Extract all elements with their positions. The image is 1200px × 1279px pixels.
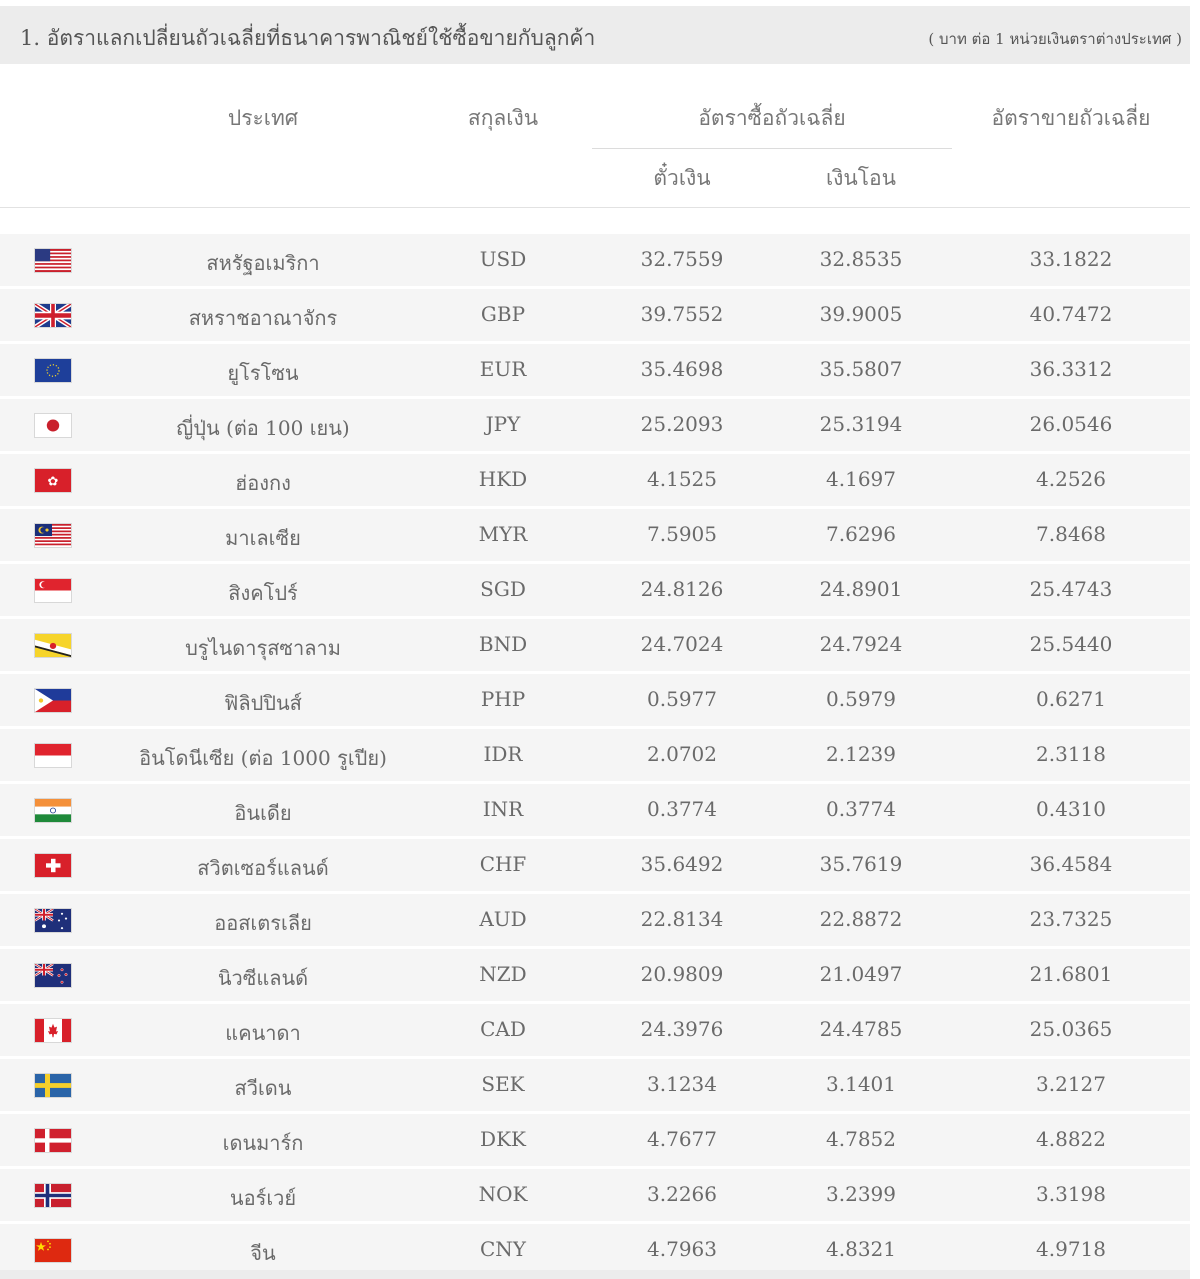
sell-rate: 25.5440	[1029, 632, 1113, 656]
ch-flag-icon	[35, 854, 71, 877]
buy-cash-rate: 3.2266	[647, 1182, 717, 1206]
country-name: สหรัฐอเมริกา	[206, 251, 320, 275]
col-header-country: ประเทศ	[227, 106, 299, 130]
sell-rate: 7.8468	[1036, 522, 1106, 546]
page-title: 1. อัตราแลกเปลี่ยนถัวเฉลี่ยที่ธนาคารพาณิชย์ใช้ซื้อขายกับลูกค้า	[20, 26, 596, 50]
sell-rate: 33.1822	[1029, 247, 1113, 271]
buy-transfer-rate: 32.8535	[819, 247, 903, 271]
jp-flag-icon	[35, 414, 71, 437]
country-name: ญี่ปุ่น (ต่อ 100 เยน)	[176, 416, 350, 440]
sell-rate: 36.3312	[1029, 357, 1113, 381]
currency-code: NZD	[479, 962, 527, 986]
currency-code: SGD	[480, 577, 526, 601]
buy-transfer-rate: 22.8872	[819, 907, 903, 931]
currency-code: CNY	[479, 1237, 527, 1261]
sell-rate: 23.7325	[1029, 907, 1113, 931]
ph-flag-icon	[35, 689, 71, 712]
country-name: ออสเตรเลีย	[214, 911, 312, 935]
buy-cash-rate: 25.2093	[640, 412, 724, 436]
buy-cash-rate: 7.5905	[647, 522, 717, 546]
buy-transfer-rate: 4.8321	[826, 1237, 896, 1261]
buy-cash-rate: 0.3774	[647, 797, 717, 821]
buy-transfer-rate: 21.0497	[819, 962, 903, 986]
ca-flag-icon	[35, 1019, 71, 1042]
buy-cash-rate: 0.5977	[647, 687, 717, 711]
sell-rate: 4.2526	[1036, 467, 1106, 491]
country-name: มาเลเซีย	[225, 526, 301, 550]
currency-code: INR	[482, 797, 524, 821]
buy-transfer-rate: 24.4785	[819, 1017, 903, 1041]
col-header-avg-sell: อัตราขายถัวเฉลี่ย	[991, 106, 1151, 130]
title-bar	[0, 6, 1190, 64]
country-name: จีน	[250, 1241, 276, 1265]
currency-code: GBP	[480, 302, 526, 326]
country-name: เดนมาร์ก	[222, 1131, 304, 1155]
buy-transfer-rate: 0.3774	[826, 797, 896, 821]
table-row	[0, 784, 1190, 836]
currency-code: PHP	[480, 687, 526, 711]
table-body	[0, 234, 1190, 1279]
buy-transfer-rate: 24.8901	[819, 577, 903, 601]
currency-code: NOK	[478, 1182, 528, 1206]
no-flag-icon	[35, 1184, 71, 1207]
uk-flag-icon	[35, 304, 71, 327]
buy-transfer-rate: 0.5979	[826, 687, 896, 711]
nz-flag-icon	[35, 964, 71, 987]
buy-transfer-rate: 25.3194	[819, 412, 903, 436]
table-row	[0, 509, 1190, 561]
sell-rate: 4.8822	[1036, 1127, 1106, 1151]
sell-rate: 21.6801	[1029, 962, 1113, 986]
header-divider	[592, 148, 952, 149]
sell-rate: 4.9718	[1036, 1237, 1106, 1261]
hk-flag-icon	[35, 469, 71, 492]
table-row	[0, 1224, 1190, 1276]
table-row	[0, 894, 1190, 946]
buy-cash-rate: 35.4698	[640, 357, 724, 381]
country-name: ยูโรโซน	[227, 361, 299, 385]
buy-cash-rate: 24.7024	[640, 632, 724, 656]
col-header-currency: สกุลเงิน	[467, 106, 539, 130]
sg-flag-icon	[35, 579, 71, 602]
sell-rate: 26.0546	[1029, 412, 1113, 436]
currency-code: BND	[478, 632, 528, 656]
country-name: สหราชอาณาจักร	[188, 306, 338, 330]
buy-transfer-rate: 35.7619	[819, 852, 903, 876]
my-flag-icon	[35, 524, 71, 547]
country-name: นอร์เวย์	[229, 1186, 297, 1210]
currency-code: CHF	[479, 852, 527, 876]
country-name: นิวซีแลนด์	[217, 966, 309, 990]
header-bottom-border	[0, 207, 1190, 208]
bn-flag-icon	[35, 634, 71, 657]
country-name: ฟิลิปปินส์	[224, 691, 302, 715]
buy-cash-rate: 4.7677	[647, 1127, 717, 1151]
buy-transfer-rate: 24.7924	[819, 632, 903, 656]
table-row	[0, 1059, 1190, 1111]
buy-cash-rate: 24.3976	[640, 1017, 724, 1041]
buy-cash-rate: 2.0702	[647, 742, 717, 766]
country-name: สิงคโปร์	[228, 581, 298, 605]
sell-rate: 25.0365	[1029, 1017, 1113, 1041]
sell-rate: 0.6271	[1036, 687, 1106, 711]
currency-code: EUR	[479, 357, 527, 381]
country-name: บรูไนดารุสซาลาม	[185, 636, 341, 660]
country-name: ฮ่องกง	[235, 471, 291, 495]
table-row	[0, 289, 1190, 341]
dk-flag-icon	[35, 1129, 71, 1152]
currency-code: JPY	[485, 412, 521, 436]
table-row	[0, 1169, 1190, 1221]
currency-code: CAD	[480, 1017, 526, 1041]
currency-code: MYR	[478, 522, 528, 546]
currency-code: HKD	[478, 467, 528, 491]
sell-rate: 3.2127	[1036, 1072, 1106, 1096]
currency-code: USD	[479, 247, 527, 271]
table-row	[0, 949, 1190, 1001]
id-flag-icon	[35, 744, 71, 767]
buy-transfer-rate: 2.1239	[826, 742, 896, 766]
country-name: อินเดีย	[234, 801, 292, 825]
col-header-avg-buy: อัตราซื้อถัวเฉลี่ย	[698, 106, 846, 130]
currency-code: AUD	[479, 907, 527, 931]
currency-code: DKK	[480, 1127, 526, 1151]
sell-rate: 25.4743	[1029, 577, 1113, 601]
table-row	[0, 674, 1190, 726]
in-flag-icon	[35, 799, 71, 822]
buy-transfer-rate: 7.6296	[826, 522, 896, 546]
country-name: สวีเดน	[234, 1076, 292, 1100]
unit-note: ( บาท ต่อ 1 หน่วยเงินตราต่างประเทศ )	[928, 30, 1182, 48]
buy-transfer-rate: 4.7852	[826, 1127, 896, 1151]
table-row	[0, 344, 1190, 396]
table-row	[0, 1114, 1190, 1166]
buy-cash-rate: 24.8126	[640, 577, 724, 601]
us-flag-icon	[35, 249, 71, 272]
se-flag-icon	[35, 1074, 71, 1097]
buy-transfer-rate: 4.1697	[826, 467, 896, 491]
eu-flag-icon	[35, 359, 71, 382]
buy-cash-rate: 4.7963	[647, 1237, 717, 1261]
currency-code: IDR	[483, 742, 523, 766]
sell-rate: 0.4310	[1036, 797, 1106, 821]
buy-cash-rate: 35.6492	[640, 852, 724, 876]
currency-code: SEK	[481, 1072, 525, 1096]
buy-transfer-rate: 3.1401	[826, 1072, 896, 1096]
table-row	[0, 619, 1190, 671]
svg-text:✿: ✿	[47, 474, 59, 490]
au-flag-icon	[35, 909, 71, 932]
buy-cash-rate: 4.1525	[647, 467, 717, 491]
buy-transfer-rate: 35.5807	[819, 357, 903, 381]
buy-cash-rate: 39.7552	[640, 302, 724, 326]
buy-cash-rate: 20.9809	[640, 962, 724, 986]
buy-cash-rate: 32.7559	[640, 247, 724, 271]
cn-flag-icon	[35, 1239, 71, 1262]
country-name: แคนาดา	[225, 1021, 301, 1045]
table-row	[0, 839, 1190, 891]
country-name: อินโดนีเซีย (ต่อ 1000 รูเปีย)	[139, 746, 387, 770]
sell-rate: 40.7472	[1029, 302, 1113, 326]
sell-rate: 3.3198	[1036, 1182, 1106, 1206]
table-row	[0, 234, 1190, 286]
table-row	[0, 564, 1190, 616]
table-row	[0, 729, 1190, 781]
table-row	[0, 454, 1190, 506]
col-header-buy-cash: ตั๋วเงิน	[653, 166, 711, 190]
country-name: สวิตเซอร์แลนด์	[197, 856, 329, 880]
sell-rate: 36.4584	[1029, 852, 1113, 876]
buy-cash-rate: 22.8134	[640, 907, 724, 931]
sell-rate: 2.3118	[1036, 742, 1106, 766]
col-header-buy-transfer: เงินโอน	[825, 166, 897, 190]
table-footer-bar	[0, 1270, 1190, 1279]
buy-transfer-rate: 39.9005	[819, 302, 903, 326]
buy-transfer-rate: 3.2399	[826, 1182, 896, 1206]
table-row	[0, 1004, 1190, 1056]
buy-cash-rate: 3.1234	[647, 1072, 717, 1096]
table-row	[0, 399, 1190, 451]
